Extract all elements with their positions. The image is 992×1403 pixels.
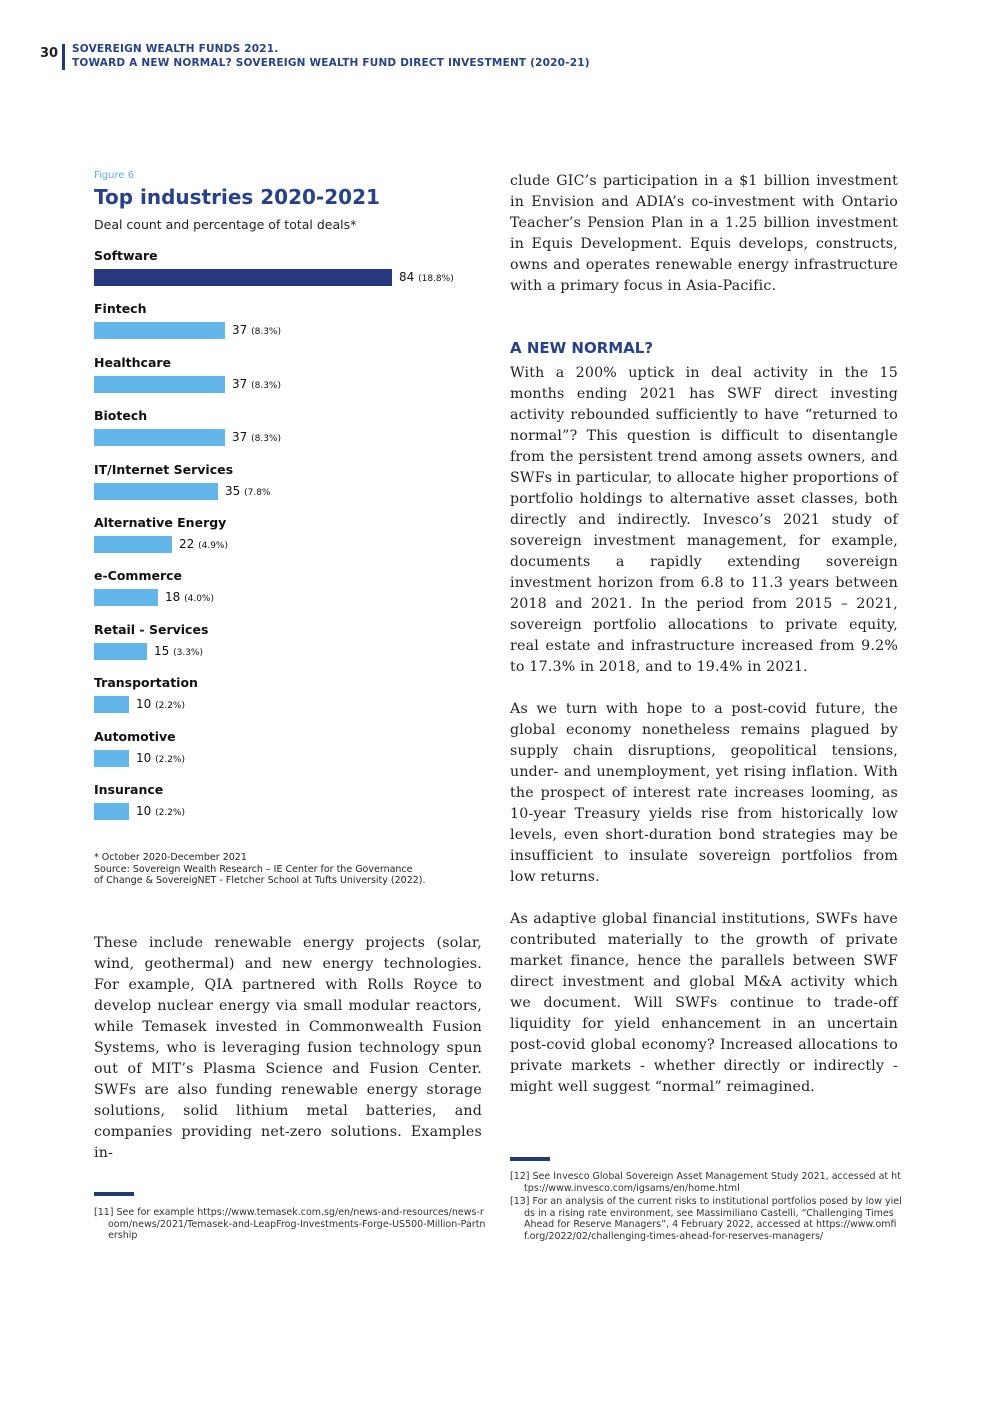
bar (94, 269, 392, 286)
footnote-12: [12] See Invesco Global Sovereign Asset Management Study 2021, accessed at https://www.invesco.com/igsams/en/home.html (510, 1171, 901, 1194)
figure-subtitle: Deal count and percentage of total deals* (94, 217, 357, 232)
body-paragraph: As adaptive global financial institutions, SWFs have contributed materially to the growth of private market finance, hence the parallels between SWF direct investment and global M&A activity which we document. Will SWFs continue to trade-off liquidity for yield enhancement in an uncertain post-covid global economy? Increased allocations to private markets - whether directly or indirectly - might well suggest “normal” reimagined. (510, 911, 898, 1095)
bar-percent: (18.8%) (418, 274, 454, 284)
bar-group (94, 568, 494, 612)
bar-percent: (4.0%) (184, 594, 214, 605)
header-titles (72, 42, 712, 70)
bar-group (94, 248, 494, 292)
bar-value: 37 (232, 430, 248, 445)
bar (94, 429, 225, 446)
bar-group (94, 622, 494, 666)
footnote-rule-left (94, 1192, 134, 1196)
bar-group (94, 675, 494, 719)
footnote-11: [11] See for example https://www.temasek.com.sg/en/news-and-resources/news-room/news/2021/Temasek-and-LeapFrog-Investments-Forge-US500-Million-Partnership (94, 1207, 486, 1241)
bar-value: 37 (232, 323, 248, 338)
bar-chart (94, 248, 494, 828)
bar-value-label (232, 376, 281, 395)
bar-value: 15 (154, 643, 170, 658)
section-heading: A NEW NORMAL? (510, 339, 654, 357)
bar-percent: (8.3%) (251, 327, 281, 338)
bar-value: 10 (136, 750, 152, 765)
bar (94, 643, 147, 660)
bar-category-label: Healthcare (94, 354, 172, 370)
bar-value-label (232, 429, 281, 448)
bar-category-label: Automotive (94, 728, 176, 744)
footnotes-right (510, 1171, 902, 1244)
bar-value: 10 (136, 804, 152, 818)
footnotes-left (94, 1207, 486, 1244)
bar-group (94, 408, 494, 452)
bar-percent: (2.2%) (155, 701, 185, 712)
figure-source: Source: Sovereign Wealth Research – IE Center for the Governance (94, 863, 413, 875)
bar-category-label: Software (94, 248, 158, 263)
header-subtitle: TOWARD A NEW NORMAL? SOVEREIGN WEALTH FUND DIRECT INVESTMENT (2020-21) (72, 57, 590, 69)
bar-value: 37 (232, 376, 248, 391)
body-paragraph: With a 200% uptick in deal activity in the 15 months ending 2021 has SWF direct investing activity rebounded sufficiently to have “returned to normal”? This question is difficult to disentangle from the persistent trend among assets owners, and SWFs in particular, to allocate higher proportions of portfolio holdings to alternative asset classes, both directly and indirectly. Invesco’s 2021 study of sovereign investment management, for example, documents a rapidly extending sovereign investment horizon from 6.8 to 11.3 years between 2018 and 2021. In the period from 2015 – 2021, sovereign portfolio allocations to private equity, real estate and infrastructure increased from 9.2% to 17.3% in 2018, and to 19.4% in 2021. (510, 365, 898, 675)
body-paragraph: These include renewable energy projects (solar, wind, geothermal) and new energy technologies. For example, QIA partnered with Rolls Royce to develop nuclear energy via small modular reactors, while Temasek invested in Commonwealth Fusion Systems, who is leveraging fusion technology spun out of MIT’s Plasma Science and Fusion Center. SWFs are also funding renewable energy storage solutions, solid lithium metal batteries, and companies providing net-zero solutions. Examples in- (94, 935, 482, 1161)
bar (94, 536, 172, 553)
bar (94, 483, 218, 500)
figure-footnote: * October 2020-December 2021 (94, 852, 247, 863)
right-column (510, 171, 898, 1119)
bar-category-label: Insurance (94, 782, 164, 797)
header-divider (62, 44, 65, 70)
bar (94, 750, 129, 767)
bar-percent: (7.8% (244, 487, 271, 498)
bar-group (94, 462, 494, 506)
bar (94, 376, 225, 393)
bar-value-label (154, 643, 203, 662)
bar-value-label (165, 589, 214, 608)
figure-6 (94, 170, 494, 828)
figure-title: Top industries 2020-2021 (94, 185, 380, 209)
figure-source-cont: of Change & SovereigNET - Fletcher School at Tufts University (2022). (94, 875, 426, 886)
bar-value: 35 (225, 483, 241, 498)
bar-category-label: e-Commerce (94, 568, 183, 584)
bar-percent: (4.9%) (198, 541, 228, 551)
body-paragraph: As we turn with hope to a post-covid future, the global economy nonetheless remains plagued by supply chain disruptions, geopolitical tensions, under- and unemployment, yet rising inflation. With the prospect of interest rate increases looming, as 10-year Treasury yields rise from historically low levels, even short-duration bond strategies may be insufficient to insulate sovereign portfolios from low returns. (510, 701, 898, 885)
bar-category-label: IT/Internet Services (94, 461, 234, 477)
bar-group (94, 301, 494, 345)
bar-value: 10 (136, 697, 152, 712)
bar (94, 803, 129, 820)
bar-value-label (136, 750, 185, 769)
bar-value: 84 (399, 270, 415, 284)
bar-value-label (136, 803, 185, 822)
bar-category-label: Retail - Services (94, 621, 209, 637)
bar-value-label (225, 483, 271, 502)
bar-group (94, 515, 494, 559)
bar-category-label: Fintech (94, 301, 147, 317)
page-number: 30 (40, 46, 59, 61)
bar-value-label (136, 696, 185, 715)
figure-notes (94, 852, 494, 887)
footnote-rule-right (510, 1157, 550, 1161)
footnote-13: [13] For an analysis of the current risks to institutional portfolios posed by low yields in a rising rate environment, see Massimiliano Castelli, “Challenging Times Ahead for Reserve Managers”, 4 February 2022, accessed at https://www.omfif.org/2022/02/challenging-times-ahead-for-reserves-managers/ (510, 1196, 902, 1242)
bar (94, 322, 225, 339)
bar-value-label (399, 269, 454, 288)
bar-value-label (232, 322, 281, 341)
bar-percent: (8.3%) (251, 434, 281, 445)
bar-category-label: Biotech (94, 408, 148, 424)
bar-group (94, 782, 494, 826)
bar-value: 18 (165, 590, 181, 605)
bar-group (94, 729, 494, 773)
bar-percent: (2.2%) (155, 808, 185, 818)
bar-value-label (179, 536, 228, 555)
body-paragraph: clude GIC’s participation in a $1 billion investment in Envision and ADIA’s co-investment with Ontario Teacher’s Pension Plan in a 1.25 billion investment in Equis Development. Equis develops, constructs, owns and operates renewable energy infrastructure with a primary focus in Asia-Pacific. (510, 173, 898, 294)
bar-percent: (2.2%) (155, 754, 185, 765)
bar-category-label: Alternative Energy (94, 515, 227, 530)
figure-label: Figure 6 (94, 170, 135, 181)
bar-percent: (3.3%) (173, 647, 203, 658)
bar-percent: (8.3%) (251, 380, 281, 391)
bar (94, 589, 158, 606)
bar-category-label: Transportation (94, 675, 198, 691)
left-column (94, 933, 482, 1164)
header-title: SOVEREIGN WEALTH FUNDS 2021. (72, 43, 279, 55)
bar (94, 696, 129, 713)
bar-value: 22 (179, 537, 195, 551)
bar-group (94, 355, 494, 399)
